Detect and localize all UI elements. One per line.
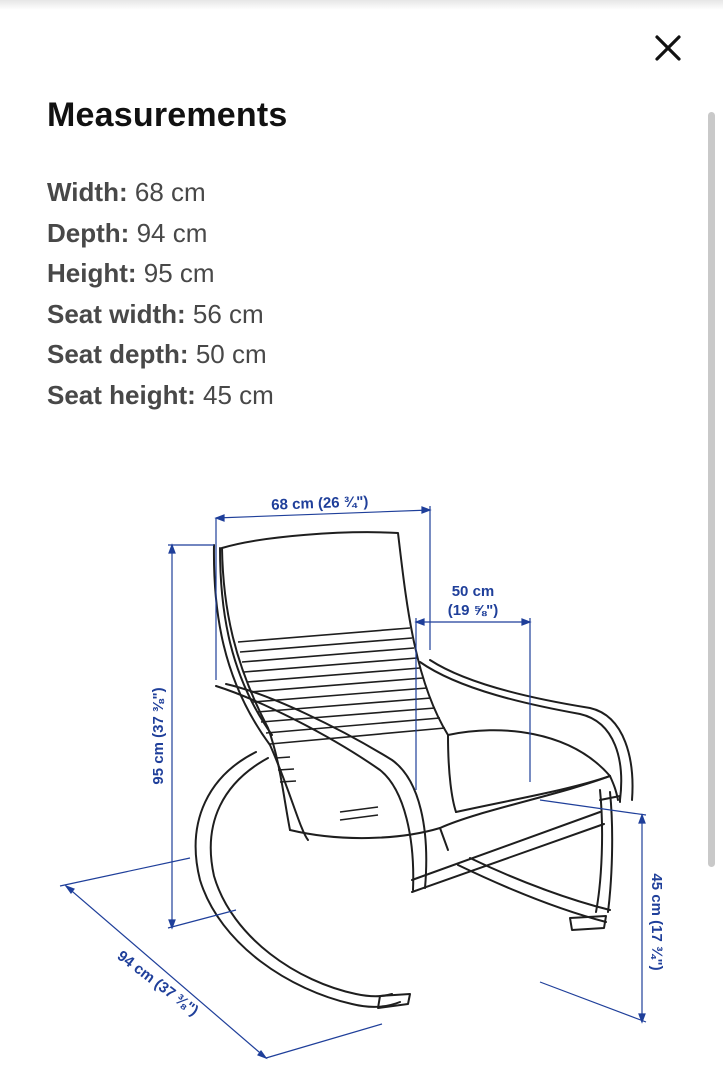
measurement-depth xyxy=(47,213,274,254)
measurement-seat-width xyxy=(47,294,274,335)
measurement-label: Seat width: xyxy=(47,298,186,329)
chair-outline xyxy=(196,532,633,1008)
close-button[interactable] xyxy=(644,24,692,72)
measurement-label: Depth: xyxy=(47,217,130,248)
measurement-label: Width: xyxy=(47,177,128,207)
rocking-chair-drawing xyxy=(0,470,723,1070)
seat-depth-dimension-label: 50 cm xyxy=(451,583,495,600)
measurement-value: 95 cm xyxy=(143,258,215,288)
seat-depth-dimension-inches: (19 ⅝") xyxy=(447,602,499,619)
seat-height-dimension-label: 45 cm (17 ¾") xyxy=(648,873,665,971)
depth-dimension-label: 94 cm (37 ⅜") xyxy=(113,947,202,1020)
measurement-label: Height: xyxy=(47,258,137,288)
dialog-title: Measurements xyxy=(47,96,288,134)
measurement-value: 50 cm xyxy=(195,339,267,369)
measurement-height xyxy=(47,253,274,294)
close-icon xyxy=(653,33,683,63)
dialog-top-edge xyxy=(0,0,723,10)
measurement-seat-depth xyxy=(47,334,274,375)
measurement-value: 68 cm xyxy=(134,177,206,207)
measurement-seat-height xyxy=(47,375,274,416)
width-dimension-label: 68 cm (26 ¾") xyxy=(270,493,369,514)
height-dimension-label: 95 cm (37 ⅜") xyxy=(150,687,167,785)
dimension-diagram xyxy=(0,470,723,1070)
measurement-width xyxy=(47,172,274,213)
measurement-label: Seat depth: xyxy=(47,339,189,369)
measurement-value: 45 cm xyxy=(203,379,274,410)
measurement-label: Seat height: xyxy=(47,379,196,410)
measurement-value: 94 cm xyxy=(136,217,208,248)
measurement-list xyxy=(47,172,274,415)
measurement-value: 56 cm xyxy=(192,298,264,329)
